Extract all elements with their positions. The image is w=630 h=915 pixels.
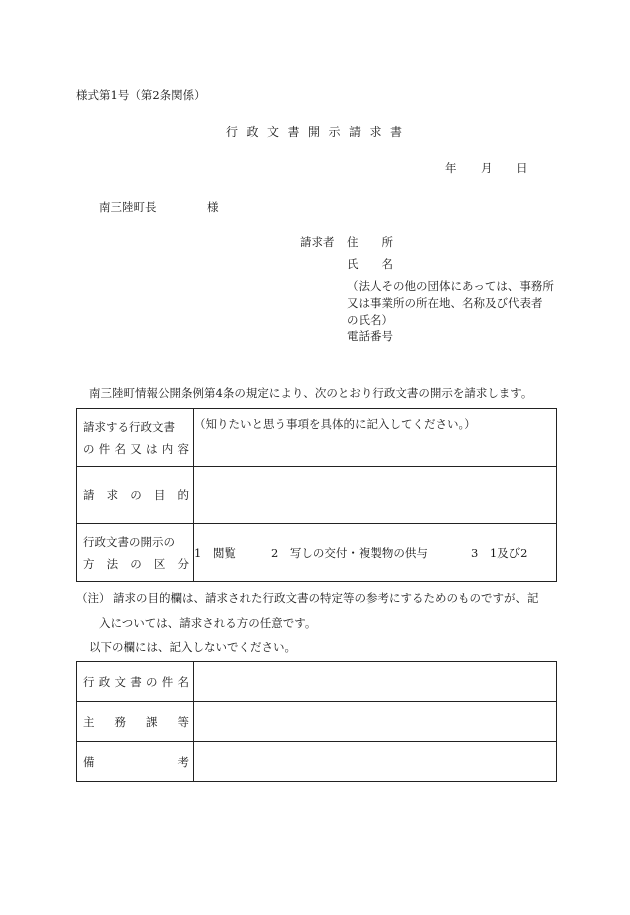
department-field bbox=[194, 702, 557, 742]
corporation-note-line: （法人その他の団体にあっては、事務所 bbox=[347, 279, 554, 293]
corporation-note-line: の氏名） bbox=[347, 313, 393, 327]
office-use-table bbox=[76, 661, 557, 782]
remarks-label bbox=[77, 742, 194, 782]
label-char: 名 bbox=[177, 674, 189, 689]
intro-text: 南三陸町情報公開条例第4条の規定により、次のとおり行政文書の開示を請求します。 bbox=[89, 386, 533, 400]
addressee-honorific: 様 bbox=[207, 200, 219, 214]
option-both[interactable]: 3 1及び2 bbox=[471, 545, 528, 560]
label-char: 等 bbox=[177, 714, 189, 729]
label-char: 考 bbox=[177, 754, 189, 769]
label-char: 又 bbox=[130, 441, 142, 456]
office-subject-field bbox=[194, 662, 557, 702]
label-line-spread bbox=[83, 487, 189, 503]
label-char: の bbox=[130, 488, 142, 502]
label-char: 書 bbox=[130, 674, 142, 689]
date-month-label: 月 bbox=[481, 161, 493, 175]
note-line-1: 請求の目的欄は、請求された行政文書の特定等の参考にするためのものですが、記 bbox=[113, 591, 539, 605]
label-char: の bbox=[83, 441, 95, 456]
label-line-spread bbox=[83, 674, 189, 690]
table-row bbox=[77, 742, 557, 782]
document-subject-field[interactable] bbox=[194, 409, 557, 467]
name-label: 氏 名 bbox=[347, 257, 393, 271]
label-char: 容 bbox=[177, 441, 189, 456]
department-label bbox=[77, 702, 194, 742]
table-row bbox=[77, 409, 557, 467]
corporation-note-line: 又は事業所の所在地、名称及び代表者 bbox=[347, 296, 543, 310]
request-table bbox=[76, 408, 557, 582]
table-row bbox=[77, 524, 557, 582]
purpose-label bbox=[77, 467, 194, 524]
table-row bbox=[77, 702, 557, 742]
corporation-note bbox=[347, 278, 554, 329]
label-char: 目 bbox=[153, 488, 166, 502]
label-char: 方 bbox=[83, 556, 95, 571]
label-line: 請求する行政文書 bbox=[83, 419, 175, 434]
remarks-field bbox=[194, 742, 557, 782]
form-number: 様式第1号（第2条関係） bbox=[76, 88, 206, 102]
label-char: 備 bbox=[83, 754, 95, 769]
table-row bbox=[77, 467, 557, 524]
label-char: 件 bbox=[98, 441, 111, 456]
disclosure-method-field bbox=[194, 524, 557, 582]
disclosure-options bbox=[194, 545, 556, 561]
label-char: 内 bbox=[161, 441, 174, 456]
label-char: は bbox=[146, 441, 158, 456]
label-char: 請 bbox=[83, 488, 95, 502]
label-char: 分 bbox=[177, 556, 189, 571]
label-char: 的 bbox=[177, 488, 189, 502]
label-char: 行 bbox=[83, 674, 95, 689]
table-row bbox=[77, 662, 557, 702]
label-char: 政 bbox=[98, 674, 111, 689]
addressee-name: 南三陸町長 bbox=[99, 200, 157, 214]
document-subject-hint: （知りたいと思う事項を具体的に記入してください。） bbox=[194, 417, 476, 431]
label-char: の bbox=[130, 556, 142, 571]
label-char: 主 bbox=[83, 714, 95, 729]
date-year-label: 年 bbox=[445, 161, 457, 175]
option-copy[interactable]: 2 写しの交付・複製物の供与 bbox=[271, 545, 428, 560]
label-line-spread bbox=[83, 754, 189, 770]
address-label: 住 所 bbox=[347, 235, 393, 249]
note-mark: （注） bbox=[76, 591, 111, 605]
label-char: 法 bbox=[106, 556, 119, 571]
purpose-field[interactable] bbox=[194, 467, 557, 524]
office-subject-label bbox=[77, 662, 194, 702]
date-day-label: 日 bbox=[516, 161, 528, 175]
document-subject-label bbox=[77, 409, 194, 467]
label-char: 求 bbox=[106, 488, 119, 502]
label-char: 件 bbox=[161, 674, 174, 689]
label-line-spread bbox=[83, 438, 189, 460]
label-char: 名 bbox=[114, 441, 126, 456]
label-line-spread bbox=[83, 553, 189, 575]
label-char: の bbox=[146, 674, 158, 689]
option-view[interactable]: 1 閲覧 bbox=[194, 545, 236, 560]
requester-label: 請求者 bbox=[300, 235, 335, 249]
office-use-instruction: 以下の欄には、記入しないでください。 bbox=[89, 640, 296, 654]
note-line-2: 入については、請求される方の任意です。 bbox=[99, 616, 317, 630]
label-char: 区 bbox=[153, 556, 166, 571]
phone-label: 電話番号 bbox=[347, 329, 393, 343]
disclosure-method-label bbox=[77, 524, 194, 582]
label-char: 務 bbox=[114, 714, 126, 729]
label-line-spread bbox=[83, 714, 189, 730]
label-line: 行政文書の開示の bbox=[83, 534, 175, 549]
label-char: 課 bbox=[146, 714, 158, 729]
document-title: 行政文書開示請求書 bbox=[226, 125, 411, 139]
label-char: 文 bbox=[114, 674, 126, 689]
